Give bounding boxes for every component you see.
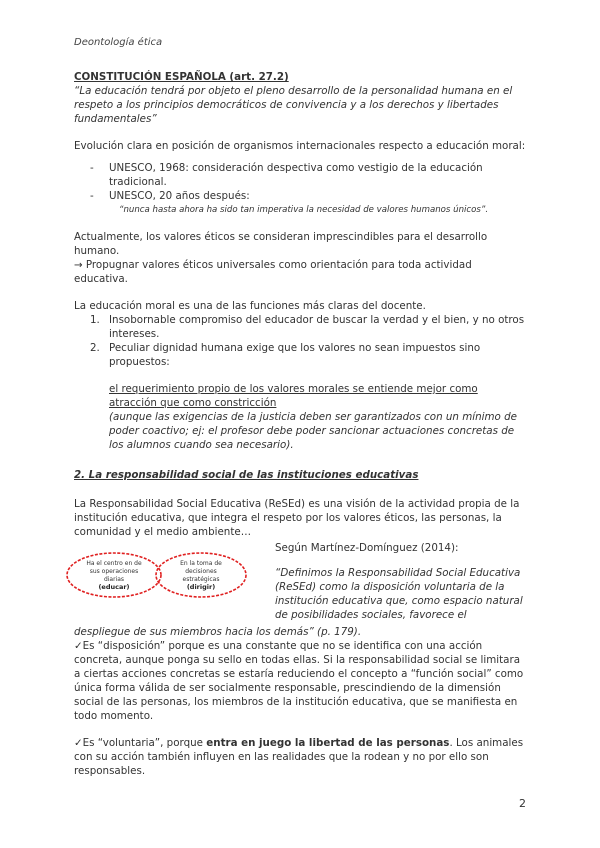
list-item-text: UNESCO, 20 años después: xyxy=(109,190,250,202)
left-ellipse-line3: diarias xyxy=(103,576,125,583)
list-item-text: UNESCO, 1968: consideración despectiva como vestigio de la educación tradicional. xyxy=(109,162,483,188)
underlined-statement: el requerimiento propio de los valores morales se entiende mejor como atracción que como constricción xyxy=(109,383,478,409)
right-ellipse-line1: En la toma de xyxy=(180,560,222,567)
evolution-intro: Evolución clara en posición de organismos internacionales respecto a educación moral: xyxy=(74,140,526,152)
citation-continuation: despliegue de sus miembros hacia los demás” (p. 179). xyxy=(74,626,362,638)
right-ellipse-line2: decisiones xyxy=(185,568,217,575)
page-number: 2 xyxy=(519,797,526,810)
right-ellipse-line4: (dirigir) xyxy=(186,583,216,591)
resed-paragraph: La Responsabilidad Social Educativa (ReSEd) es una visión de la actividad propia de la institución educativa, que integra el respeto por los valores éticos, las personas, la comunidad y el medio ambiente… xyxy=(74,498,520,538)
list-dash: - xyxy=(90,190,94,202)
list-number: 1. xyxy=(90,314,100,326)
list-item xyxy=(74,161,528,189)
list-item xyxy=(74,341,528,369)
constitution-title: CONSTITUCIÓN ESPAÑOLA (art. 27.2) xyxy=(74,71,289,83)
actualmente-line2: → Propugnar valores éticos universales como orientación para toda actividad educativa. xyxy=(74,259,472,285)
funciones-intro: La educación moral es una de las funciones más claras del docente. xyxy=(74,300,426,312)
left-ellipse-line2: sus operaciones xyxy=(89,568,139,575)
voluntaria-bold: entra en juego la libertad de las personas xyxy=(206,737,450,749)
list-number: 2. xyxy=(90,342,100,354)
resed-diagram xyxy=(64,545,254,605)
disposicion-paragraph: ✓Es “disposición” porque es una constante que no se identifica con una acción concreta, aunque ponga su sello en todas ellas. Si la responsabilidad social se limitara a ciertas acciones concretas se estaría reduciendo el concepto a “función social” como única forma válida de ser socialmente responsable, prescindiendo de la dimensión social de las personas, los miembros de la institución educativa, que se manifiesta en todo momento. xyxy=(74,640,524,722)
list-item-text: Peculiar dignidad humana exige que los valores no sean impuestos sino propuestos: xyxy=(109,342,481,368)
funciones-list xyxy=(74,313,528,369)
page-content xyxy=(74,70,528,778)
constitution-quote: “La educación tendrá por objeto el pleno desarrollo de la personalidad humana en el respeto a los principios democráticos de convivencia y a los derechos y libertades fundamentales” xyxy=(74,85,513,125)
page-header: Deontología ética xyxy=(74,37,163,48)
section-title: 2. La responsabilidad social de las instituciones educativas xyxy=(74,469,419,481)
citation-block xyxy=(275,541,527,622)
citation-author: Según Martínez-Domínguez (2014): xyxy=(275,542,459,554)
unesco-quote: “nunca hasta ahora ha sido tan imperativa la necesidad de valores humanos únicos”. xyxy=(119,205,489,215)
voluntaria-paragraph xyxy=(74,736,528,778)
right-ellipse-line3: estratégicas xyxy=(182,576,220,583)
citation-quote: “Definimos la Responsabilidad Social Educativa (ReSEd) como la disposición voluntaria de la institución educativa que, como espacio natural de posibilidades sociales, favorece el xyxy=(275,567,523,621)
left-ellipse-line1: Ha el centro en de xyxy=(86,560,142,567)
actualmente-line1: Actualmente, los valores éticos se consideran imprescindibles para el desarrollo humano. xyxy=(74,231,488,257)
left-ellipse-line4: (educar) xyxy=(98,583,130,591)
list-item-text: Insobornable compromiso del educador de buscar la verdad y el bien, y no otros intereses. xyxy=(109,314,525,340)
evolution-list xyxy=(74,161,528,203)
diagram-row xyxy=(74,541,528,625)
list-dash: - xyxy=(90,162,94,174)
list-item xyxy=(74,313,528,341)
list-item xyxy=(74,189,528,203)
justice-note: (aunque las exigencias de la justicia deben ser garantizados con un mínimo de poder coactivo; ej: el profesor debe poder sancionar actuaciones concretas de los alumnos cuando sea necesario). xyxy=(109,411,517,451)
voluntaria-suffix: . Los animales con su acción también influyen en las realidades que la rodean y no por ello son responsables. xyxy=(74,737,524,777)
voluntaria-prefix: ✓Es “voluntaria”, porque xyxy=(74,737,207,749)
